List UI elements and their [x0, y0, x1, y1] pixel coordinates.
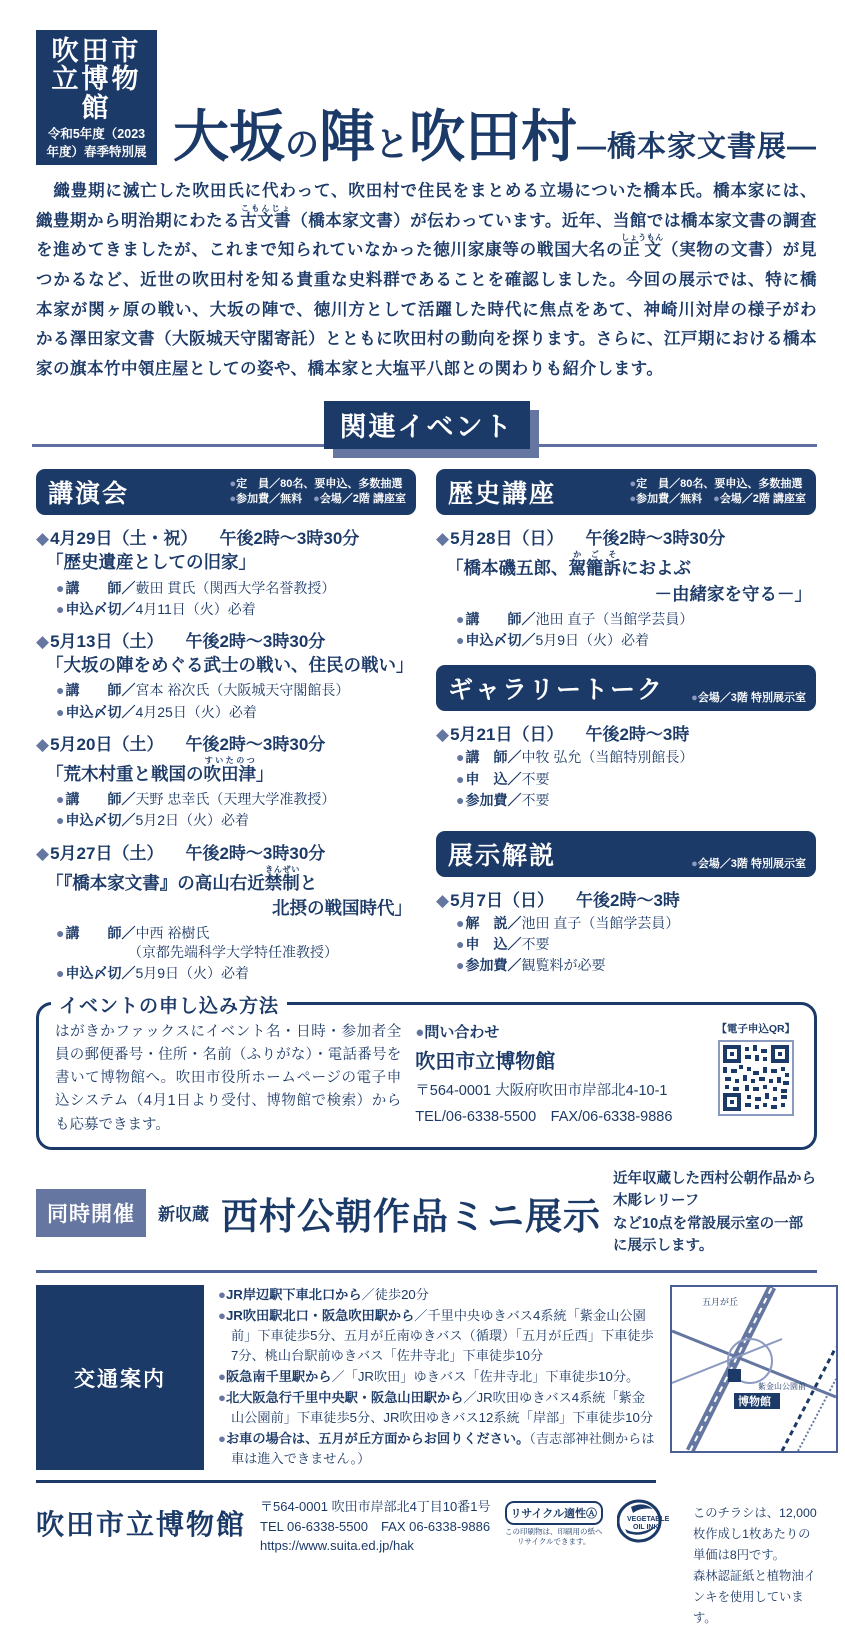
- bullet-icon: ●: [456, 770, 465, 787]
- bullet-icon: ●: [415, 1023, 425, 1041]
- event-detail: ●講 師／宮本 裕次氏（大阪城天守閣館長）: [56, 682, 350, 699]
- map-label-park: 紫金山公園前: [758, 1381, 806, 1391]
- access-item: ●お車の場合は、五月が丘方面からお回りください。（吉志部神社側からは車は進入できません。）: [218, 1431, 655, 1467]
- event-detail: ●講 師／池田 直子（当館学芸員）: [456, 611, 694, 628]
- section-info: ●定 員／80名、要申込、多数抽選 ●参加費／無料 ●会場／2階 講座室: [229, 477, 406, 506]
- bullet-icon: ●: [56, 964, 65, 981]
- event-item: [436, 524, 816, 649]
- application-title: イベントの申し込み方法: [51, 991, 287, 1018]
- access-item: ●阪急南千里駅から／「JR吹田」ゆきバス「佐井寺北」下車徒歩10分。: [218, 1368, 640, 1384]
- column-lecture: [36, 469, 416, 982]
- event-date: ◆5月7日（日） 午後2時～3時: [436, 891, 680, 911]
- title-part: 陣: [318, 105, 375, 169]
- event-detail: ●申込〆切／5月9日（火）必着: [56, 964, 250, 981]
- qr-code-image: [723, 1045, 789, 1111]
- access-left: [36, 1285, 656, 1484]
- bullet-icon: ●: [56, 682, 65, 699]
- section-info: ●定 員／80名、要申込、多数抽選 ●参加費／無料 ●会場／2階 講座室: [629, 477, 806, 506]
- event-detail: ●講 師／中西 裕樹氏 （京都先端科学大学特任准教授）: [56, 924, 416, 960]
- event-detail: ●申込〆切／5月2日（火）必着: [56, 812, 250, 829]
- contact-name: 吹田市立博物館: [415, 1050, 556, 1073]
- event-date: ◆5月20日（土） 午後2時～3時30分: [36, 734, 326, 754]
- event-item: [36, 839, 416, 982]
- footer-phone: TEL 06-6338-5500 FAX 06-6338-9886: [260, 1518, 491, 1534]
- access-item: ●JR吹田駅北口・阪急吹田駅から／千里中央ゆきバス4系統「紫金山公園前」下車徒歩5分、五月が丘南ゆきバス（循環）「五月が丘西」下車徒歩7分、桃山台駅前ゆきバス「佐井寺北」下車徒歩10分: [218, 1307, 654, 1363]
- bullet-icon: ●: [56, 579, 65, 596]
- vegetable-ink-logo: [617, 1499, 679, 1548]
- museum-name: 吹田市立博物館: [51, 36, 142, 123]
- divider-line: [36, 1270, 817, 1273]
- concurrent-description: 近年収蔵した西村公朝作品から木彫レリーフ など10点を常設展示室の一部に展示します。: [613, 1170, 816, 1255]
- section-title: 講演会: [48, 480, 130, 509]
- section-title: 展示解説: [448, 842, 557, 871]
- event-detail: ●申 込／不要: [456, 770, 550, 787]
- event-date: ◆5月28日（日） 午後2時～3時30分: [436, 529, 726, 549]
- intro-text: 織豊期に滅亡した吹田氏に代わって、吹田村で住民をまとめる立場についた橋本氏。橋本家には、織豊期から明治期にわたる: [36, 182, 817, 230]
- bullet-icon: ●: [218, 1286, 226, 1302]
- ruby-kinzei: 禁制きんぜい: [264, 864, 300, 893]
- diamond-icon: ◆: [36, 632, 50, 652]
- detail-affiliation: （京都先端科学大学特任准教授）: [128, 943, 338, 960]
- footer-address-block: [260, 1497, 490, 1556]
- bullet-icon: ●: [456, 957, 465, 974]
- section-header-gallerytalk: [436, 665, 816, 711]
- intro-paragraph: [36, 177, 817, 385]
- title-part: の: [284, 126, 319, 165]
- concurrent-badge: 同時開催: [36, 1189, 146, 1237]
- recycle-note: この印刷物は、印刷用の紙へリサイクルできます。: [504, 1527, 603, 1547]
- bullet-icon: ●: [229, 477, 237, 490]
- ruby-komonjo: 古文書こもんじょ: [240, 203, 292, 230]
- event-detail: ●解 説／池田 直子（当館学芸員）: [456, 915, 680, 932]
- event-detail: ●申込〆切／5月9日（火）必着: [456, 632, 650, 649]
- bullet-icon: ●: [713, 493, 720, 506]
- footer-address: 〒564-0001 吹田市岸部北4丁目10番1号: [260, 1499, 491, 1515]
- concurrent-section: [36, 1168, 817, 1258]
- event-item: [436, 886, 816, 975]
- contact-label: ●問い合わせ: [415, 1023, 500, 1041]
- diamond-icon: ◆: [436, 529, 450, 549]
- event-detail: ●申込〆切／4月25日（火）必着: [56, 703, 257, 720]
- bullet-icon: ●: [56, 925, 65, 942]
- event-detail: ●講 師／中牧 弘允（当館特別館長）: [456, 749, 694, 766]
- event-detail: ●参加費／観覧料が必要: [456, 957, 606, 974]
- section-title: ギャラリートーク: [448, 676, 665, 705]
- museum-badge: [36, 30, 157, 165]
- bullet-icon: ●: [456, 611, 465, 628]
- bullet-icon: ●: [218, 1390, 226, 1406]
- bullet-icon: ●: [218, 1368, 226, 1384]
- event-date: ◆5月13日（土） 午後2時～3時30分: [36, 632, 326, 652]
- event-title: 「橋本磯五郎、駕籠訴かごそにおよぶ －由緒家を守る－」: [446, 550, 812, 604]
- event-detail: ●参加費／不要: [456, 791, 550, 808]
- event-title: 「『橋本家文書』の高山右近禁制きんぜいと 北摂の戦国時代」: [46, 864, 412, 918]
- event-detail: ●申込〆切／4月11日（火）必着: [56, 600, 256, 617]
- bullet-icon: ●: [229, 493, 237, 506]
- recycle-label: リサイクル適性Ⓐ: [505, 1501, 603, 1525]
- column-right: [436, 469, 816, 982]
- svg-text:VEGETABLE: VEGETABLE: [626, 1516, 670, 1524]
- diamond-icon: ◆: [436, 891, 450, 911]
- event-date: ◆4月29日（土・祝） 午後2時～3時30分: [36, 529, 360, 549]
- event-item: [36, 627, 416, 721]
- intro-text: （橋本家文書）が伝わっています。近年、当館では橋本家文書の調査を進めてきましたが、これまで知られていなかった徳川家康等の戦国大名の: [36, 211, 818, 260]
- event-title: 「歴史遺産としての旧家」: [46, 552, 256, 573]
- bullet-icon: ●: [218, 1307, 226, 1323]
- diamond-icon: ◆: [36, 529, 50, 549]
- event-detail: ●講 師／藪田 貫氏（関西大学名誉教授）: [56, 579, 336, 596]
- contact-block: [415, 1021, 697, 1137]
- access-section: [36, 1285, 817, 1484]
- event-item: [36, 730, 416, 830]
- concurrent-tag: 新収蔵: [158, 1205, 209, 1225]
- event-date: ◆5月27日（土） 午後2時～3時30分: [36, 843, 326, 863]
- map-label-museum: 博物館: [738, 1395, 771, 1408]
- qr-block: [712, 1021, 800, 1137]
- print-notes: このチラシは、12,000枚作成し1枚あたりの単価は8円です。 森林認証紙と植物油インキを使用しています。: [692, 1506, 817, 1625]
- bullet-icon: ●: [691, 857, 698, 870]
- event-date: ◆5月21日（日） 午後2時～3時: [436, 725, 690, 745]
- bullet-icon: ●: [691, 692, 698, 705]
- concurrent-title: 西村公朝作品ミニ展示: [221, 1195, 601, 1237]
- exhibition-title: [172, 105, 817, 169]
- section-header-lecture: [36, 469, 416, 515]
- application-box: [36, 995, 817, 1150]
- contact-phone: TEL/06-6338-5500 FAX/06-6338-9886: [415, 1108, 673, 1125]
- vegetable-ink-icon: [617, 1499, 679, 1543]
- section-header-kaisetsu: [436, 831, 816, 877]
- event-detail: ●申 込／不要: [456, 936, 550, 953]
- bullet-icon: ●: [56, 791, 65, 808]
- title-part: 吹田村: [408, 105, 577, 169]
- intro-text: （実物の文書）が見つかるなど、近世の吹田村を知る貴重な史料群であることを確認しました。今回の展示では、特に橋本家が関ヶ原の戦い、大坂の陣で、徳川方として活躍した時代に焦点をあて、神崎川対岸の様子がわかる澤田家文書（大阪城天守閣寄託）とともに吹田村の動向を探ります。さらに、江戸期における橋本家の旗本竹中領庄屋としての姿や、橋本家と大塩平八郎との関わりも紹介します。: [36, 241, 818, 379]
- title-part: と: [374, 126, 409, 165]
- access-item: ●北大阪急行千里中央駅・阪急山田駅から／JR吹田ゆきバス4系統「紫金山公園前」下車徒歩5分、JR吹田ゆきバス12系統「岸部」下車徒歩10分: [218, 1390, 654, 1426]
- diamond-icon: ◆: [436, 725, 450, 745]
- bullet-icon: ●: [629, 477, 637, 490]
- bullet-icon: ●: [456, 915, 465, 932]
- access-list: [218, 1285, 656, 1471]
- event-item: [436, 720, 816, 809]
- access-map: [670, 1285, 838, 1453]
- section-header-history: [436, 469, 816, 515]
- ruby-suitanotsu: 吹田津すいたのつ: [203, 755, 256, 784]
- contact-address: 〒564-0001 大阪府吹田市岸部北4-10-1: [415, 1082, 668, 1099]
- diamond-icon: ◆: [36, 843, 50, 863]
- event-title: 「荒木村重と戦国の吹田津すいたのつ」: [46, 755, 274, 784]
- qr-code: [718, 1040, 794, 1116]
- bullet-icon: ●: [56, 703, 65, 720]
- bullet-icon: ●: [456, 791, 465, 808]
- footer: [36, 1497, 817, 1628]
- event-detail: ●講 師／天野 忠幸氏（天理大学准教授）: [56, 791, 336, 808]
- section-info: ●会場／3階 特別展示室: [691, 857, 806, 870]
- title-part: 大坂: [172, 105, 285, 169]
- access-item: ●JR岸辺駅下車北口から／徒歩20分: [218, 1286, 429, 1302]
- recycle-mark: [505, 1501, 603, 1547]
- application-body: はがきかファックスにイベント名・日時・参加者全員の郵便番号・住所・名前（ふりがな）・電話番号を書いて博物館へ。吹田市役所ホームページの電子申込システム（4月1日より受付、博物館で検索）からも応募できます。: [55, 1023, 402, 1133]
- related-events-header: [36, 401, 817, 457]
- event-title: 「大坂の陣をめぐる武士の戦い、住民の戦い」: [46, 655, 414, 676]
- footer-museum-name: 吹田市立博物館: [36, 1509, 247, 1541]
- footer-url: https://www.suita.ed.jp/hak: [260, 1538, 414, 1554]
- bullet-icon: ●: [56, 600, 65, 617]
- bullet-icon: ●: [218, 1431, 226, 1447]
- bullet-icon: ●: [456, 749, 465, 766]
- section-info: ●会場／3階 特別展示室: [691, 692, 806, 705]
- related-events-badge: 関連イベント: [324, 401, 530, 449]
- ruby-kagoso: 駕籠訴かごそ: [568, 550, 621, 579]
- map-image: [672, 1287, 836, 1451]
- header: [36, 30, 817, 169]
- access-label: 交通案内: [36, 1285, 204, 1471]
- bullet-icon: ●: [456, 936, 465, 953]
- bullet-icon: ●: [629, 493, 637, 506]
- qr-label: 【電子申込QR】: [716, 1022, 796, 1035]
- svg-text:OIL INK: OIL INK: [632, 1524, 659, 1532]
- bullet-icon: ●: [313, 493, 320, 506]
- event-item: [36, 524, 416, 618]
- bullet-icon: ●: [56, 812, 65, 829]
- bullet-icon: ●: [456, 632, 465, 649]
- map-label-hill: 五月が丘: [702, 1296, 739, 1307]
- section-title: 歴史講座: [448, 480, 557, 509]
- diamond-icon: ◆: [36, 734, 50, 754]
- exhibition-subtitle: ―橋本家文書展―: [576, 131, 817, 164]
- ruby-shomon: 正文しょうもん: [621, 233, 664, 260]
- season-label: 令和5年度（2023年度）春季特別展: [46, 127, 147, 160]
